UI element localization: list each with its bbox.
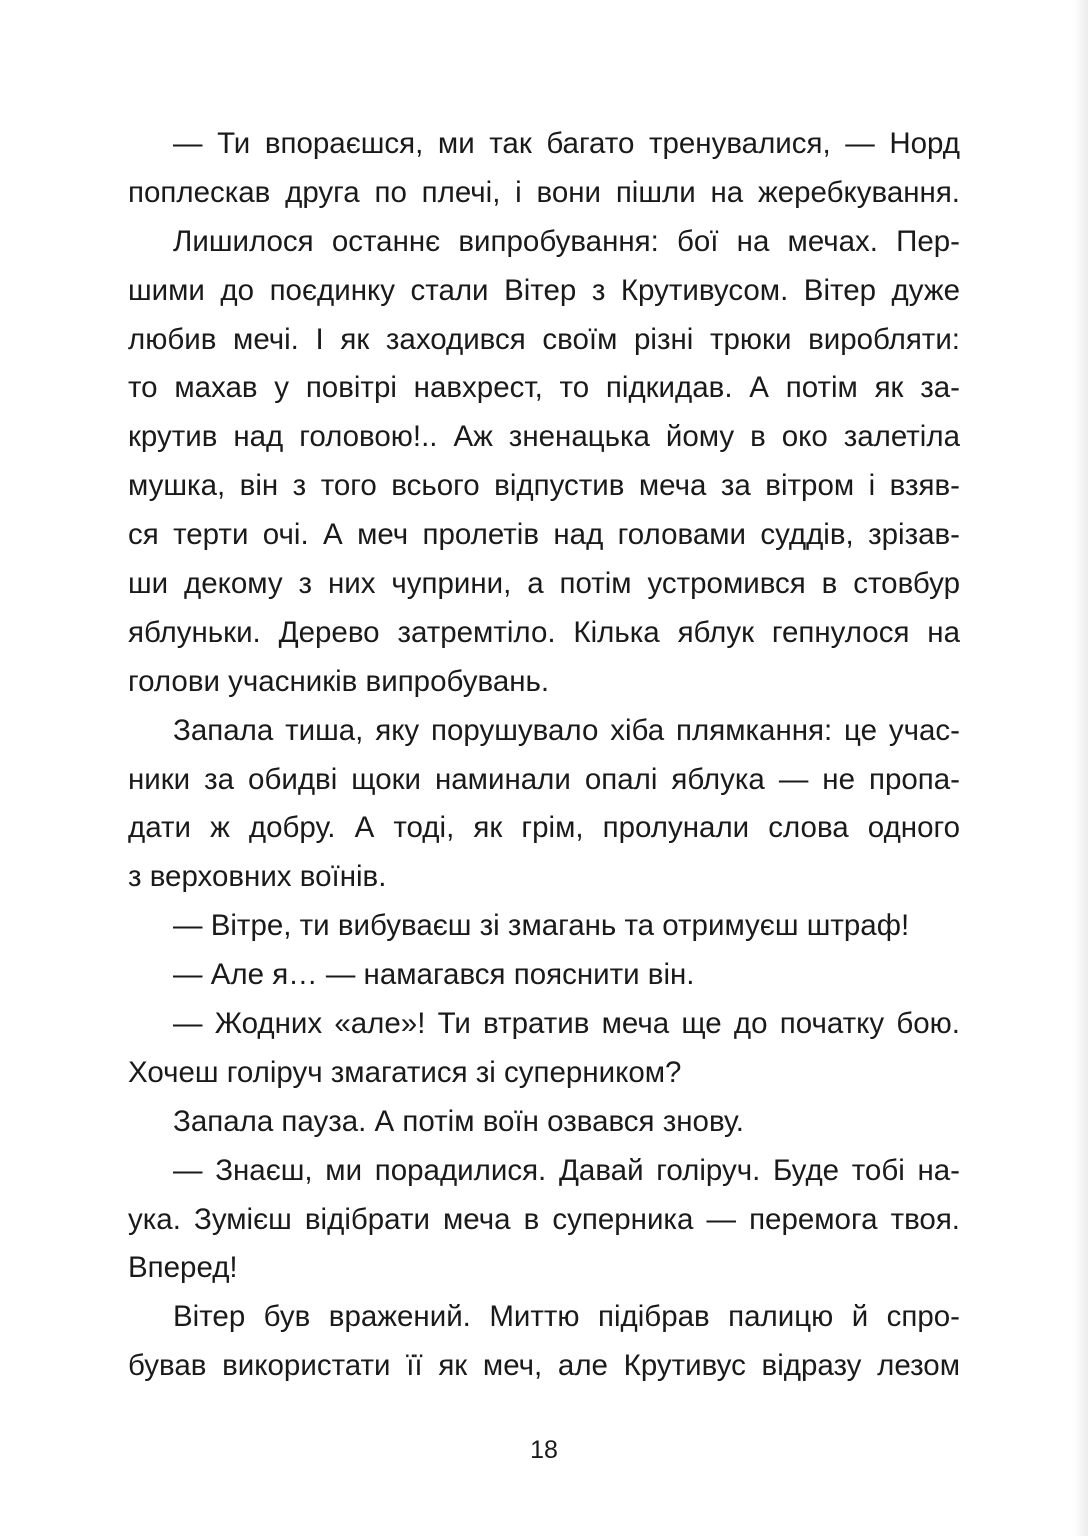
text-line: — Вітре, ти вибуваєш зі змагань та отримуєш штраф! [173,909,910,943]
text-line: — Знаєш, ми порадилися. Давай голіруч. Буде тобі на- [173,1153,960,1187]
text-line: дати ж добру. А тоді, як грім, пролунали слова одного [128,811,960,845]
text-line: Запала тиша, яку порушувало хіба плямкання: це учас- [173,713,960,747]
text-line: Лишилося останнє випробування: бої на мечах. Пер- [173,224,960,258]
text-line: голови учасників випробувань. [128,664,550,698]
text-line: — Але я… — намагався пояснити він. [173,958,695,992]
text-line: ники за обидві щоки наминали опалі яблука — не пропа- [128,762,960,796]
text-line: любив мечі. І як заходився своїм різні трюки виробляти: [128,322,960,356]
text-line: Вітер був вражений. Миттю підібрав палицю й спро- [173,1300,960,1334]
text-line: ши декому з них чуприни, а потім устромився в стовбур [128,567,960,601]
text-line: ука. Зумієш відібрати меча в суперника — перемога твоя. [128,1202,960,1236]
text-line: Вперед! [128,1251,238,1285]
text-line: шими до поєдинку стали Вітер з Крутивусом. Вітер дуже [128,273,960,307]
text-line: поплескав друга по плечі, і вони пішли на жеребкування. [128,175,960,209]
body-text [128,120,960,1391]
page-edge-shadow [1074,0,1088,1536]
text-line: з верховних воїнів. [128,860,387,894]
text-line: — Жодних «але»! Ти втратив меча ще до початку бою. [173,1007,960,1041]
text-line: бував використати її як меч, але Крутивус відразу лезом [128,1349,960,1383]
text-line: ся терти очі. А меч пролетів над головами суддів, зрізав- [128,518,960,552]
text-line: Хочеш голіруч змагатися зі суперником? [128,1055,682,1089]
page-number: 18 [530,1436,558,1464]
text-line: мушка, він з того всього відпустив меча за вітром і взяв- [128,469,960,503]
text-line: то махав у повітрі навхрест, то підкидав. А потім як за- [128,371,960,405]
text-line: яблуньки. Дерево затремтіло. Кілька яблук гепнулося на [128,615,960,649]
text-line: Запала пауза. А потім воїн озвався знову. [173,1104,744,1138]
text-line: — Ти впораєшся, ми так багато тренувалися, — Норд [173,127,960,160]
text-line: крутив над головою!.. Аж зненацька йому в око залетіла [128,420,960,454]
